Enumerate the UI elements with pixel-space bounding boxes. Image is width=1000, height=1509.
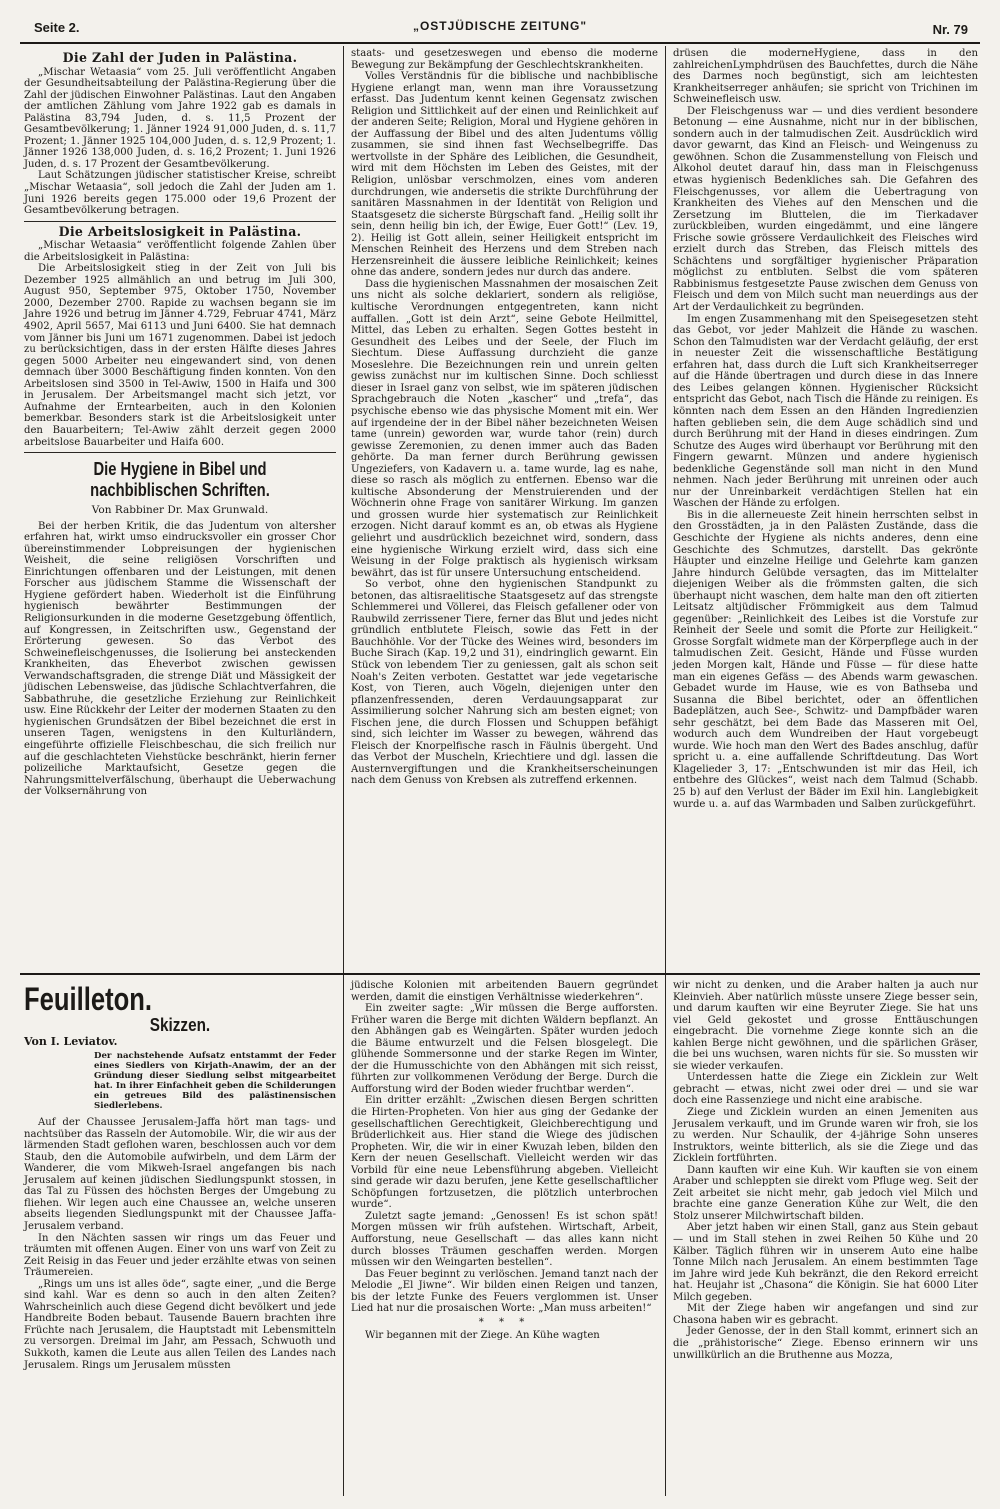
article-title-hygiene: Die Hygiene in Bibel und nachbiblischen Schriften.	[90, 459, 270, 501]
feuilleton-title: Skizzen.	[149, 1015, 211, 1035]
feuilleton-paragraph: wir nicht zu denken, und die Araber halten ja auch nur Kleinvieh. Aber natürlich müsste unsere Ziege besser sein, und darum kauften wir eine Beyruter Ziege. Sie hat uns viel Geld gekostet und grosse Enttäuschungen eingebracht. Die vornehme Ziege konnte sich an die kahlen Berge nicht gewöhnen, und die spärlichen Gräser, die bei uns wuchsen, waren nichts für sie. So mussten wir sie wieder verkaufen.	[673, 980, 978, 1072]
feuilleton-paragraph: jüdische Kolonien mit arbeitenden Bauern gegründet werden, damit die einstigen Verhältnisse wiederkehren“.	[351, 980, 658, 1003]
article-title-arbeitslosigkeit: Die Arbeitslosigkeit in Palästina.	[58, 223, 302, 239]
feuilleton-column-3	[673, 980, 978, 1361]
feuilleton-paragraph: Unterdessen hatte die Ziege ein Zicklein zur Welt gebracht — etwas, nicht zwei oder drei — und sie war doch eine Rassenziege und nicht eine arabische.	[673, 1072, 978, 1107]
section-stars: * * *	[478, 1316, 531, 1328]
article-paragraph: So verbot, ohne den hygienischen Standpunkt zu betonen, das altisraelitische Staatsgesetz auf das strengste Schlemmerei und Völlerei, das Fleisch gefallener oder von Raubwild zerrissener Tiere, ferner das Blut und jedes nicht gründlich entblutete Fleisch, sowie das Fett in der Bauchhöhle. Vor der Tücke des Weines wird, besonders im Buche Sirach (Kap. 19,2 und 31), eindringlich gewarnt. Ein Stück von lebendem Tier zu geniessen, galt als schon seit Noah's Zeiten verboten. Gestattet war jede vegetarische Kost, von Tieren, auch Vögeln, diejenigen unter den pflanzenfressenden, deren Verdauungsapparat zur Assimilierung solcher Nahrung sich am besten eignet; von Fischen jene, die durch Flossen und Schuppen befähigt sind, sich leichter im Wasser zu bewegen, während das Fleisch der Knorpelfische rasch in Fäulnis übergeht. Und das Verbot der Muscheln, Kriechtiere und dgl. lassen die Austernvergiftungen und die Krankheitserscheinungen nach dem Genuss von Krebsen als zutreffend erkennen.	[351, 579, 658, 787]
feuilleton-paragraph: Das Feuer beginnt zu verlöschen. Jemand tanzt nach der Melodie „El Jiwne“. Wir bilden einen Reigen und tanzen, bis der letzte Funke des Feuers verglommen ist. Unser Lied hat nur die prosaischen Worte: „Man muss arbeiten!“	[351, 1268, 658, 1315]
article-paragraph: Dass die hygienischen Massnahmen der mosaischen Zeit uns nicht als solche deklariert, sondern als religiöse, kultische Verordnungen entgegentreten, kann nicht auffallen. „Gott ist dein Arzt“, seine Gebote Heilmittel, Mittel, das Leben zu erhalten. Segen Gottes besteht in Gesundheit des Leibes und der Seele, der Fluch im Siechtum. Diese Auffassung durchzieht die ganze Moseslehre. Die Bezeichnungen rein und unrein gelten gewiss zunächst nur im kultischen Sinne. Doch schliesst dieser in Israel ganz von selbst, wie im späteren jüdischen Sprachgebrauch die Noten „kascher“ und „trefa“, das psychische ebenso wie das physische Moment mit ein. Wer auf irgendeine der in der Bibel näher bezeichneten Weisen tame (unrein) geworden war, wurde tahor (rein) durch gewisse Zeremonien, zu denen immer auch das Baden gehörte. Da man ferner durch Berührung gewissen Ungeziefers, von Kadavern u. a. tame wurde, lag es nahe, diese so rasch als möglich zu entfernen. Ebenso war die kultische Absonderung der Menstruierenden und der Wöchnerin ohne Frage von sanitärer Wirkung. Im ganzen und grossen wurde hier systematisch zur Reinlichkeit erzogen. Nicht darauf kommt es an, ob etwas als Hygiene geliehrt und ausdrücklich bezeichnet wird, sondern, dass eine hygienische Wirkung erzielt wird, dass sich eine Weisung in der Folge praktisch als hygienisch wirksam bewährt, das ist für unsere Untersuchung entscheidend.	[351, 278, 658, 579]
newspaper-page	[20, 10, 980, 1500]
page-label: Seite 2.	[34, 20, 80, 35]
article-paragraph: Volles Verständnis für die biblische und nachbiblische Hygiene erlangt man, wenn man ihre Voraussetzung erfasst. Das Judentum kennt keinen Gegensatz zwischen Religion und Sittlichkeit auf der einen und Reinlichkeit auf der anderen Seite; Religion, Moral und Hygiene gehören in der Auffassung der Bibel und des alten Judentums völlig zusammen, sie sind ihnen fast Wechselbegriffe. Das wertvollste in der Sphäre des Leiblichen, die Gesundheit, wird mit dem Höchsten im Leben des Geistes, mit der Religion, unlösbar verschmolzen, eines vom anderen durchdrungen, wie andersetis die strikte Durchführung der sanitären Massnahmen in der Identität von Religion und Staatsgesetz die sicherste Bürgschaft fand. „Heilig sollt ihr sein, denn heilig bin ich, der Ewige, Euer Gott!“ (Lev. 19, 2). Heilig ist Gott allein, seiner Heiligkeit entspricht im Menschen Reinheit des Herzens und dem Streben nach Herzensreinheit die äussere leibliche Reinlichkeit; keines ohne das andere, sondern jedes nur durch das andere.	[351, 71, 658, 279]
article-divider	[24, 452, 336, 453]
article-paragraph: Laut Schätzungen jüdischer statistischer Kreise, schreibt „Mischar Wetaasia“, soll jedoch die Zahl der Juden am 1. Juni 1926 bereits gegen 175.000 oder 19,6 Prozent der Gesamtbevölkerung betragen.	[24, 170, 336, 217]
feuilleton-author: Von I. Leviatov.	[24, 1034, 118, 1048]
feuilleton-column-1	[24, 980, 336, 1371]
feuilleton-paragraph: Mit der Ziege haben wir angefangen und sind zur Chasona haben wir es gebracht.	[673, 1303, 978, 1326]
feuilleton-column-2	[351, 980, 658, 1342]
article-paragraph: „Mischar Wetaasia“ vom 25. Juli veröffentlicht Angaben der Gesundheitsabteilung der Palästina-Regierung über die Zahl der jüdischen Einwohner Palästinas. Laut den Angaben der amtlichen Zählung vom Jahre 1922 gab es damals in Palästina 83,794 Juden, d. s. 11,5 Prozent der Gesamtbevölkerung; 1. Jänner 1924 91,000 Juden, d. s. 11,7 Prozent; 1. Jänner 1925 104,000 Juden, d. s. 12,9 Prozent; 1. Jänner 1926 138,000 Juden, d. s. 16,2 Prozent; 1. Juni 1926 Juden, d. s. 17 Prozent der Gesamtbevölkerung.	[24, 66, 336, 170]
article-paragraph: Bei der herben Kritik, die das Judentum von altersher erfahren hat, wirkt umso eindrucksvoller ein grosser Chor übereinstimmender Lobpreisungen der hygienischen Weisheit, die seine religiösen Vorschriften und Einrichtungen offenbaren und der Leistungen, mit denen Forscher aus jüdischem Stamme die Wissenschaft der Hygiene gefördert haben. Wiederholt ist die Einführung hygienisch bewährter Bestimmungen der Religionsurkunden in die moderne Gesetzgebung öffentlich, auf Kongressen, in Zeitschriften usw., Gegenstand der Erörterung gewesen. So das Verbot des Schweinefleischgenusses, die Isolierung bei ansteckenden Krankheiten, das Eheverbot zwischen gewissen Verwandschaftsgraden, die strenge Diät und Mässigkeit der jüdischen Lebensweise, das jüdische Schlachtverfahren, die Sabbathruhe, die gesetzliche Erziehung zur Reinlichkeit usw. Eine Rückkehr der Leiter der modernen Staaten zu den hygienischen Grundsätzen der Bibel bezeichnet die erst in unseren Tagen, wenigstens in den Kulturländern, eingeführte offizielle Fleischbeschau, die sich freilich nur auf die geschlachteten Viehstücke beschränkt, hierin ferner polizeiliche Marktaufsicht, Gesetze gegen die Nahrungsmittelverfälschung, überhaupt die Ueberwachung der Volksernährung von	[24, 520, 336, 798]
feuilleton-header: Feuilleton.	[24, 981, 152, 1017]
article-paragraph: Die Arbeitslosigkeit stieg in der Zeit von Juli bis Dezember 1925 allmählich an und betrug im Juli 300, August 950, September 975, Oktober 1750, November 2000, Dezember 2700. Rapide zu wachsen begann sie im Jahre 1926 und betrug im Jänner 4.729, Februar 4741, März 4902, April 5657, Mai 6113 und Juni 6400. Sie hat demnach vom Jänner bis Juni um 1671 zugenommen. Dabei ist jedoch zu berücksichtigen, dass in der ersten Hälfte dieses Jahres gegen 5000 Arbeiter neu eingewandert sind, von denen demnach über 3000 Beschäftigung finden konnten. Von den Arbeitslosen sind 3500 in Tel-Awiw, 1500 in Haifa und 300 in Jerusalem. Der Arbeitsmangel macht sich jetzt, vor Aufnahme der Erntearbeiten, auch in den Kolonien bemerkbar. Besonders stark ist die Arbeitslosigkeit unter den Bauarbeitern; Tel-Awiw zählt derzeit gegen 2000 arbeitslose Bauarbeiter und Haifa 600.	[24, 263, 336, 448]
column-1-upper	[24, 48, 336, 798]
article-paragraph: „Mischar Wetaasia“ veröffentlicht folgende Zahlen über die Arbeitslosigkeit in Palästina:	[24, 240, 336, 263]
column-rule-1	[343, 46, 344, 1496]
feuilleton-paragraph: Auf der Chaussee Jerusalem-Jaffa hört man tags- und nachtsüber das Rasseln der Automobile. Wir, die wir aus der lärmenden Stadt geflohen waren, beschlossen auch vor dem Staub, den die Automobile aufwirbeln, und dem Lärm der Wanderer, die vom Mikweh-Israel angefangen bis nach Jerusalem auf keinen jüdischen Siedlungspunkt stossen, in das Tal zu Füssen des höchsten Berges der Umgebung zu fliehen. Wir legen auch eine Chaussee an, welche unseren abseits liegenden Siedlungspunkt mit der Chaussee Jaffa-Jerusalem verband.	[24, 1117, 336, 1233]
column-3-upper	[673, 48, 978, 810]
article-title-juden: Die Zahl der Juden in Palästina.	[62, 50, 298, 65]
feuilleton-paragraph: Ein zweiter sagte: „Wir müssen die Berge aufforsten. Früher waren die Berge mit dichten Wäldern bepflanzt. An den Abhängen gab es Weingärten. Später wurden jedoch die Bäume entwurzelt und die Felsen blosgelegt. Die glühende Sommersonne und der starke Regen im Winter, der die Humusschichte von den Abhängen mit sich reisst, führten zur vollkommenen Verödung der Berge. Durch die Aufforstung wird der Boden wieder fruchtbar werden“.	[351, 1003, 658, 1095]
feuilleton-paragraph: Zuletzt sagte jemand: „Genossen! Es ist schon spät! Morgen müssen wir früh aufstehen. Wirtschaft, Arbeit, Aufforstung, neue Gesellschaft — das alles kann nicht durch blosses Träumen geschaffen werden. Morgen müssen wir den Weingarten bestellen“.	[351, 1210, 658, 1269]
column-rule-2	[665, 46, 666, 1496]
paper-title: „OSTJÜDISCHE ZEITUNG"	[412, 19, 588, 33]
feuilleton-paragraph: Ziege und Zicklein wurden an einen Jemeniten aus Jerusalem verkauft, und im Grunde waren wir froh, sie los zu werden. Nur Schaulik, der 4-jährige Sohn unseres Instruktors, weinte bitterlich, als sie die Ziege und das Zicklein fortführten.	[673, 1107, 978, 1165]
article-paragraph: drüsen die moderneHygiene, dass in den zahlreichenLymphdrüsen des Bauchfettes, durch die Nähe des Darmes noch begünstigt, sich am leichtesten Krankheitserreger anhäufen; sie spricht von Trichinen im Schweinefleisch usw.	[673, 48, 978, 106]
feuilleton-paragraph: In den Nächten sassen wir rings um das Feuer und träumten mit offenen Augen. Einer von uns warf von Zeit zu Zeit Reisig in das Feuer und jeder erzählte etwas von seinen Träumereien.	[24, 1232, 336, 1279]
article-paragraph: Der Fleischgenuss war — und dies verdient besondere Betonung — eine Ausnahme, nicht nur in der biblischen, sondern auch in der talmudischen Zeit. Ausdrücklich wird davor gewarnt, das Kind an Fleisch- und Weingenuss zu gewöhnen. Schon die Zusammenstellung von Fleisch und Alkohol deutet darauf hin, dass man in Fleischgenuss etwas hygienisch Bedenkliches sah. Die Gefahren des Fleischgenusses, vor allem die Uebertragung von Krankheiten des Viehes auf den Menschen und die Zersetzung im Bluttelen, die im Tierkadaver zurückbleiben, wurden eingedämmt, und eine längere Frische sowie grössere Verdaulichkeit des Fleisches wird erzielt durch das Streben, das Fleisch mittels des Schächtens und sorgfältiger hygienischer Präparation möglichst zu entbluten. Selbst die vom späteren Rabbinismus festgesetzte Pause zwischen dem Genuss von Fleisch und dem von Milch sucht man neuerdings aus der Art der Verdaulichkeit zu begründen.	[673, 105, 978, 314]
article-paragraph: Bis in die allerneueste Zeit hinein herrschten selbst in den Grosstädten, ja in den Palästen Zustände, dass die Geschichte der Hygiene als nichts anderes, denn eine Geschichte des Schmutzes, darstellt. Das gekrönte Häupter und einzelne Heilige und Gelehrte kam ganzen Jahre hindurch Gelübde versagten, das im Mittelalter diejenigen Weiber als die frömmsten galten, die sich überhaupt nicht waschen, dem halte man den oft zitierten Leitsatz altjüdischer Frömmigkeit aus dem Talmud gegenüber: „Reinlichkeit des Leibes ist die Vorstufe zur Reinheit der Seele und somit die Pforte zur Heiligkeit.“ Grosse Sorgfalt widmete man der Körperpflege auch in der talmudischen Zeit. Gesicht, Hände und Füsse wurden jeden Morgen kalt, Hände und Füsse — für diese hatte man ein eigenes Gefäss — des Abends warm gewaschen. Gebadet wurde im Hause, wie es von Bathseba und Susanna die Bibel berichtet, oder an öffentlichen Badeplätzen, auch See-, Schwitz- und Dampfbäder waren sehr geschätzt, bei dem Bade das Masseren mit Oel, wodurch auch dem Wundreiben der Haut vorgebeugt wurde. Wie hoch man den Wert des Bades anschlug, dafür spricht u. a. eine auffallende Schriftdeutung. Das Wort Klagelieder 3, 17: „Entschwunden ist mir das Heil, ich entbehre des Glückes“, weist nach dem Talmud (Schabb. 25 b) auf den Verlust der Bäder im Exil hin. Langlebigkeit wurde u. a. auf das Warmbaden und Salben zurückgeführt.	[673, 509, 978, 810]
feuilleton-paragraph: Dann kauften wir eine Kuh. Wir kauften sie von einem Araber und schleppten sie direkt vom Pfluge weg. Seit der Zeit arbeitet sie nicht mehr, gab jedoch viel Milch und brachte eine ganze Generation Kühe zur Welt, die den Stolz unserer Milchwirtschaft bilden.	[673, 1164, 978, 1222]
feuilleton-separator	[20, 973, 980, 975]
article-divider	[24, 221, 336, 222]
article-paragraph: Im engen Zusammenhang mit den Speisegesetzen steht das Gebot, vor jeder Mahlzeit die Hände zu waschen. Schon den Talmudisten war der Verdacht geläufig, der erst in neuester Zeit die wissenschaftliche Bestätigung erfahren hat, dass durch die Luft sich Krankheitserreger auf die Hände übertragen und durch diese in das Innere des Leibes gelangen können. Hygienischer Rücksicht entspricht das Gebot, nach Tisch die Hände zu reinigen. Es könnten nach dem Essen an den Händen Ingredienzien haften geblieben sein, die dem Auge schädlich sind und durch Berührung mit der Hand in dieses eindringen. Zum Schutze des Auges wird überhaupt vor Berührung mit den Fingern gewarnt. Münzen und andere hygienisch bedenkliche Gegenstände soll man nicht in den Mund nehmen. Nach jeder Berührung mit unreinen oder auch nur der Unreinbarkeit verdächtigen Stellen hat ein Waschen der Hände zu erfolgen.	[673, 313, 978, 510]
masthead	[20, 10, 980, 44]
feuilleton-paragraph: Aber jetzt haben wir einen Stall, ganz aus Stein gebaut — und im Stall stehen in zwei Reihen 50 Kühe und 20 Kälber. Täglich führen wir in unserem Auto eine halbe Tonne Milch nach Jerusalem. An einem bestimmten Tage im Jahre wird jede Kuh bekränzt, die den Rekord erreicht hat. Heujahr ist „Chasona“ die Königin. Sie hat 6000 Liter Milch gegeben.	[673, 1222, 978, 1303]
editor-note: Der nachstehende Aufsatz entstammt der Feder eines Siedlers von Kirjath-Anawim, der an der Gründung dieser Siedlung selbst mitgearbeitet hat. In ihrer Einfachheit geben die Schilderungen ein getreues Bild des palästinensischen Siedlerlebens.	[94, 1051, 336, 1112]
article-paragraph: staats- und gesetzeswegen und ebenso die moderne Bewegung zur Bekämpfung der Geschlechtskrankheiten.	[351, 48, 658, 71]
feuilleton-paragraph: Jeder Genosse, der in den Stall kommt, erinnert sich an die „prähistorische“ Ziege. Ebenso erinnern wir uns unwillkürlich an die Bruthenne aus Mozza,	[673, 1326, 978, 1361]
feuilleton-paragraph: „Rings um uns ist alles öde“, sagte einer, „und die Berge sind kahl. War es denn so auch in den alten Zeiten? Wahrscheinlich auch diese Gegend dicht bevölkert und jede Handbreite Boden bebaut. Tausende Bauern brachten ihre Früchte nach Jerusalem, die Hauptstadt mit Lebensmitteln zu versorgen. Dreimal im Jahr, am Pessach, Schwuoth und Sukkoth, kamen die Leute aus allen Teilen des Landes nach Jerusalem. Rings um Jerusalem müssten	[24, 1278, 336, 1371]
issue-number: Nr. 79	[932, 22, 968, 37]
feuilleton-paragraph: Wir begannen mit der Ziege. An Kühe wagten	[365, 1330, 600, 1342]
article-byline: Von Rabbiner Dr. Max Grunwald.	[91, 504, 269, 517]
column-2-upper	[351, 48, 658, 787]
feuilleton-paragraph: Ein dritter erzählt: „Zwischen diesen Bergen schritten die Hirten-Propheten. Von hier aus ging der Gedanke der gesellschaftlichen Gerechtigkeit, Gleichberechtigung und Brüderlichkeit aus. Hier stand die Wiege des jüdischen Propheten. Wir, die wir in einer Kwuzah leben, bilden den Kern der neuen Gesellschaft. Vielleicht werden wir das Vorbild für eine neue Lebensführung abgeben. Vielleicht sind gerade wir dazu berufen, jene Kette gesellschaftlicher Schöpfungen fortzusetzen, die plötzlich unterbrochen wurde“.	[351, 1095, 658, 1211]
